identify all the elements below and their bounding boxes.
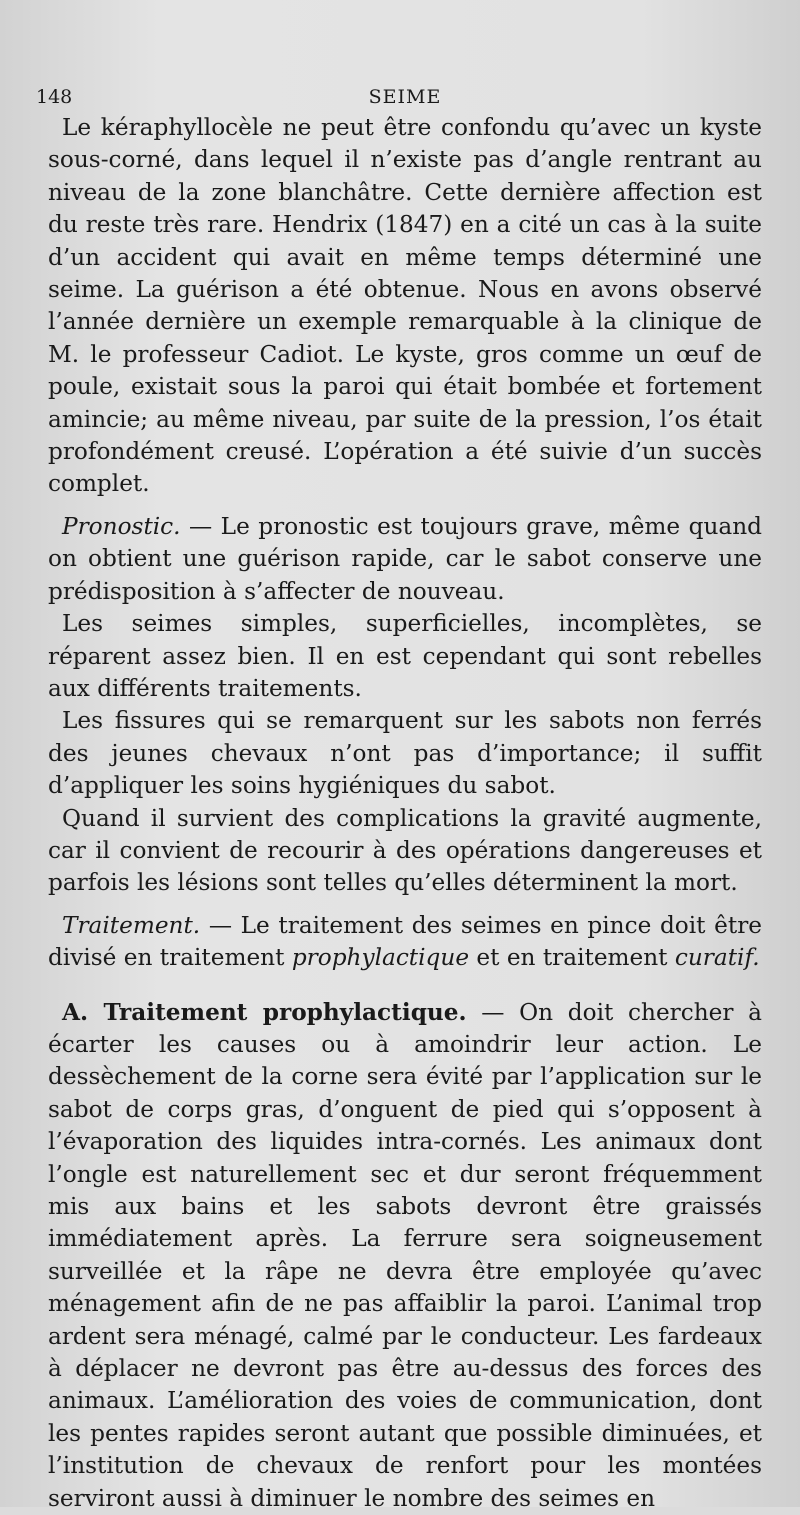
page-number: 148 bbox=[36, 86, 73, 108]
traitement-curatif-term: curatif. bbox=[674, 944, 760, 972]
paragraph-fissures: Les fissures qui se remarquent sur les sabots non ferrés des jeunes chevaux n’ont pas d’importance; il suffit d’appliquer les soins hygiéniques du sabot. bbox=[48, 707, 762, 800]
paragraph-traitement bbox=[48, 910, 762, 975]
paragraph-traitement-prophylactique bbox=[48, 997, 762, 1515]
prophylactique-text: — On doit chercher à écarter les causes ou à amoindrir leur action. Le dessèchement de la corne sera évité par l’application sur le sabot de corps gras, d’onguent de pied qui s’opposent à l’évaporation des liquides intra-cornés. Les animaux dont l’ongle est naturellement sec et dur seront fréquemment mis aux bains et les sabots devront être graissés immédiatement après. La ferrure sera soigneusement surveillée et la râpe ne devra être employée qu’avec ménagement afin de ne pas affaiblir la paroi. L’animal trop ardent sera ménagé, calmé par le conducteur. Les fardeaux à déplacer ne devront pas être au-dessus des forces des animaux. L’amélioration des voies de communication, dont les pentes rapides seront autant que possible diminuées, et l’institution de chevaux de renfort pour les montées serviront aussi à diminuer le nombre des seimes en bbox=[48, 998, 762, 1512]
traitement-heading: Traitement. bbox=[62, 911, 201, 939]
traitement-text-a: — Le traitement des seimes en pince doit être divisé en traitement bbox=[48, 911, 762, 972]
traitement-prophylactique-term: prophylactique bbox=[291, 944, 470, 972]
pronostic-text: — Le pronostic est toujours grave, même quand on obtient une guérison rapide, car le sabot conserve une prédisposition à s’affecter de nouveau. bbox=[48, 512, 762, 605]
traitement-text-b: et en traitement bbox=[469, 944, 675, 972]
section-heading-prophylactique: A. Traitement prophylactique. bbox=[62, 998, 467, 1026]
paragraph-complications: Quand il survient des complications la gravité augmente, car il convient de recourir à des opérations dangereuses et parfois les lésions sont telles qu’elles déterminent la mort. bbox=[48, 804, 762, 897]
pronostic-heading: Pronostic. bbox=[62, 512, 181, 540]
paragraph-seimes-simples: Les seimes simples, superficielles, incomplètes, se réparent assez bien. Il en est cependant qui sont rebelles aux différents traitements. bbox=[48, 610, 762, 702]
page-header bbox=[36, 78, 762, 112]
running-title: SEIME bbox=[368, 86, 442, 108]
paragraph-keraphyllocele: Le kéraphyllocèle ne peut être confondu qu’avec un kyste sous-corné, dans lequel il n’existe pas d’angle rentrant au niveau de la zone blanchâtre. Cette dernière affection est du reste très rare. Hendrix (1847) en a cité un cas à la suite d’un accident qui avait en même temps déterminé une seime. La guérison a été obtenue. Nous en avons observé l’année dernière un exemple remarquable à la clinique de M. le professeur Cadiot. Le kyste, gros comme un œuf de poule, existait sous la paroi qui était bombée et fortement amincie; au même niveau, par suite de la pression, l’os était profondément creusé. L’opération a été suivie d’un succès complet. bbox=[48, 114, 762, 498]
paragraph-pronostic bbox=[48, 511, 762, 608]
